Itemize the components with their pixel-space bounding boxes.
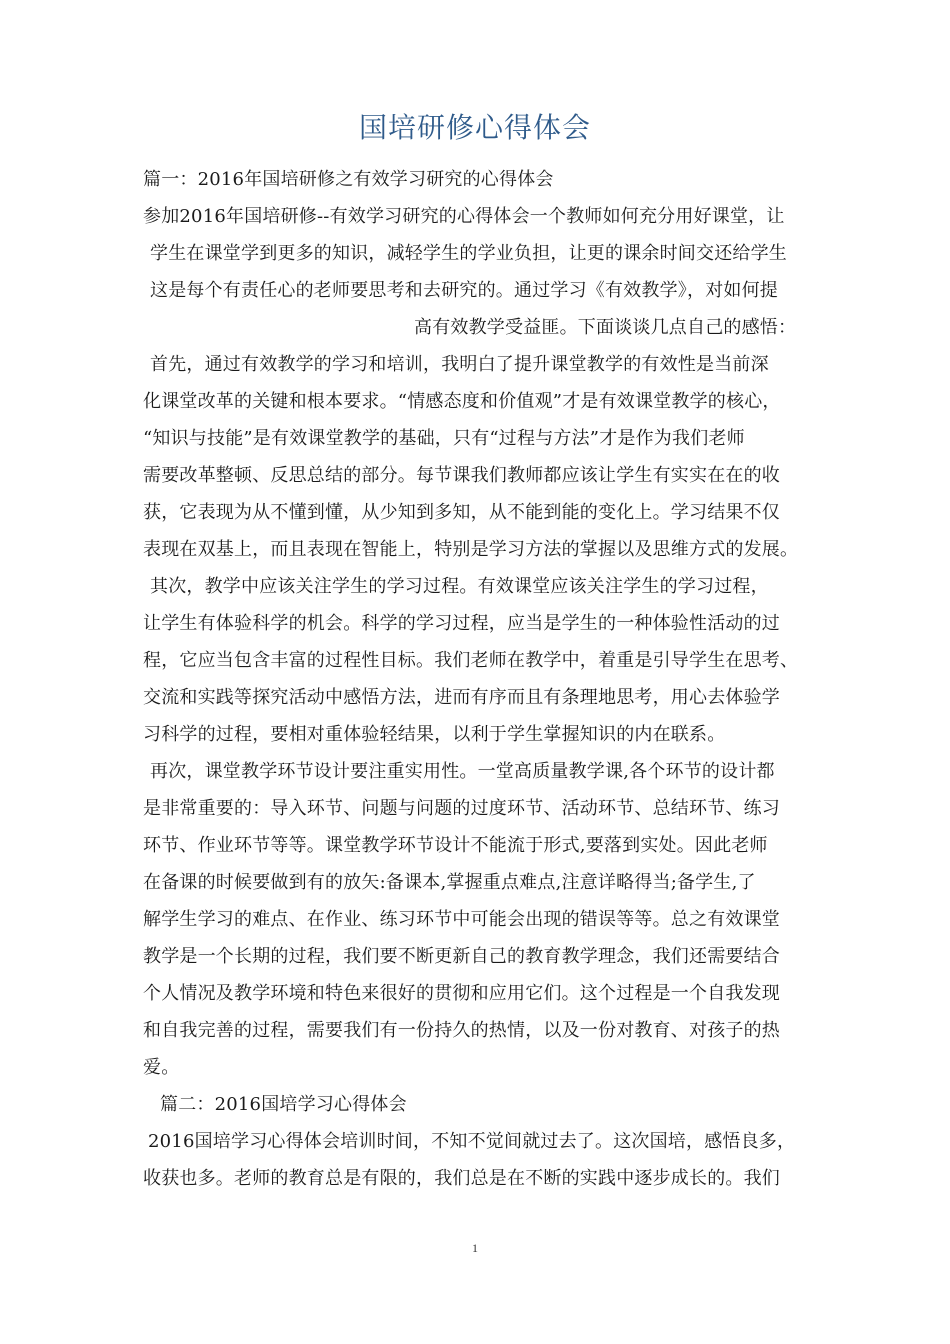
text-line: 首先，通过有效教学的学习和培训，我明白了提升课堂教学的有效性是当前深 bbox=[150, 354, 769, 375]
text-line: 参加2016年国培研修--有效学习研究的心得体会一个教师如何充分用好课堂，让 bbox=[143, 206, 785, 227]
section-heading-2: 篇二：2016国培学习心得体会 bbox=[160, 1094, 407, 1115]
page-number: 1 bbox=[472, 1241, 478, 1255]
text-line: 化课堂改革的关键和根本要求。“情感态度和价值观”才是有效课堂教学的核心， bbox=[143, 391, 781, 412]
text-line: 和自我完善的过程，需要我们有一份持久的热情，以及一份对教育、对孩子的热 bbox=[143, 1020, 780, 1041]
text-line: 程，它应当包含丰富的过程性目标。我们老师在教学中，着重是引导学生在思考、 bbox=[143, 650, 799, 671]
text-line: 需要改革整顿、反思总结的部分。每节课我们教师都应该让学生有实实在在的收 bbox=[143, 465, 780, 486]
text-line: 再次，课堂教学环节设计要注重实用性。一堂高质量教学课,各个环节的设计都 bbox=[150, 761, 775, 782]
text-line: 让学生有体验科学的机会。科学的学习过程，应当是学生的一种体验性活动的过 bbox=[143, 613, 780, 634]
text-line: 环节、作业环节等等。课堂教学环节设计不能流于形式,要落到实处。因此老师 bbox=[143, 835, 768, 856]
page-title: 国培研修心得体会 bbox=[358, 111, 591, 144]
text-line: 学生在课堂学到更多的知识，减轻学生的学业负担，让更的课余时间交还给学生 bbox=[150, 243, 787, 264]
text-line: 表现在双基上，而且表现在智能上，特别是学习方法的掌握以及思维方式的发展。 bbox=[143, 539, 799, 560]
text-line: 习科学的过程，要相对重体验轻结果，以利于学生掌握知识的内在联系。 bbox=[143, 724, 726, 745]
text-line: 教学是一个长期的过程，我们要不断更新自己的教育教学理念，我们还需要结合 bbox=[143, 946, 780, 967]
text-line: 交流和实践等探究活动中感悟方法，进而有序而且有条理地思考，用心去体验学 bbox=[143, 687, 780, 708]
text-line: 是非常重要的：导入环节、问题与问题的过度环节、活动环节、总结环节、练习 bbox=[143, 798, 780, 819]
text-line: 解学生学习的难点、在作业、练习环节中可能会出现的错误等等。总之有效课堂 bbox=[143, 909, 780, 930]
text-line: 获，它表现为从不懂到懂，从少知到多知，从不能到能的变化上。学习结果不仅 bbox=[143, 502, 780, 523]
text-line: 在备课的时候要做到有的放矢:备课本,掌握重点难点,注意详略得当;备学生,了 bbox=[143, 872, 756, 893]
text-line: 收获也多。老师的教育总是有限的，我们总是在不断的实践中逐步成长的。我们 bbox=[143, 1168, 780, 1189]
text-line: 2016国培学习心得体会培训时间，不知不觉间就过去了。这次国培，感悟良多， bbox=[148, 1131, 796, 1152]
text-line: “知识与技能”是有效课堂教学的基础，只有“过程与方法”才是作为我们老师 bbox=[143, 428, 745, 449]
text-line: 个人情况及教学环境和特色来很好的贯彻和应用它们。这个过程是一个自我发现 bbox=[143, 983, 780, 1004]
text-line: 高有效教学受益匪。下面谈谈几点自己的感悟： bbox=[414, 317, 797, 338]
section-heading-1: 篇一：2016年国培研修之有效学习研究的心得体会 bbox=[143, 169, 554, 190]
text-line: 其次，教学中应该关注学生的学习过程。有效课堂应该关注学生的学习过程， bbox=[150, 576, 769, 597]
text-line: 这是每个有责任心的老师要思考和去研究的。通过学习《有效教学》，对如何提 bbox=[150, 280, 778, 301]
text-line: 爱。 bbox=[143, 1057, 180, 1078]
